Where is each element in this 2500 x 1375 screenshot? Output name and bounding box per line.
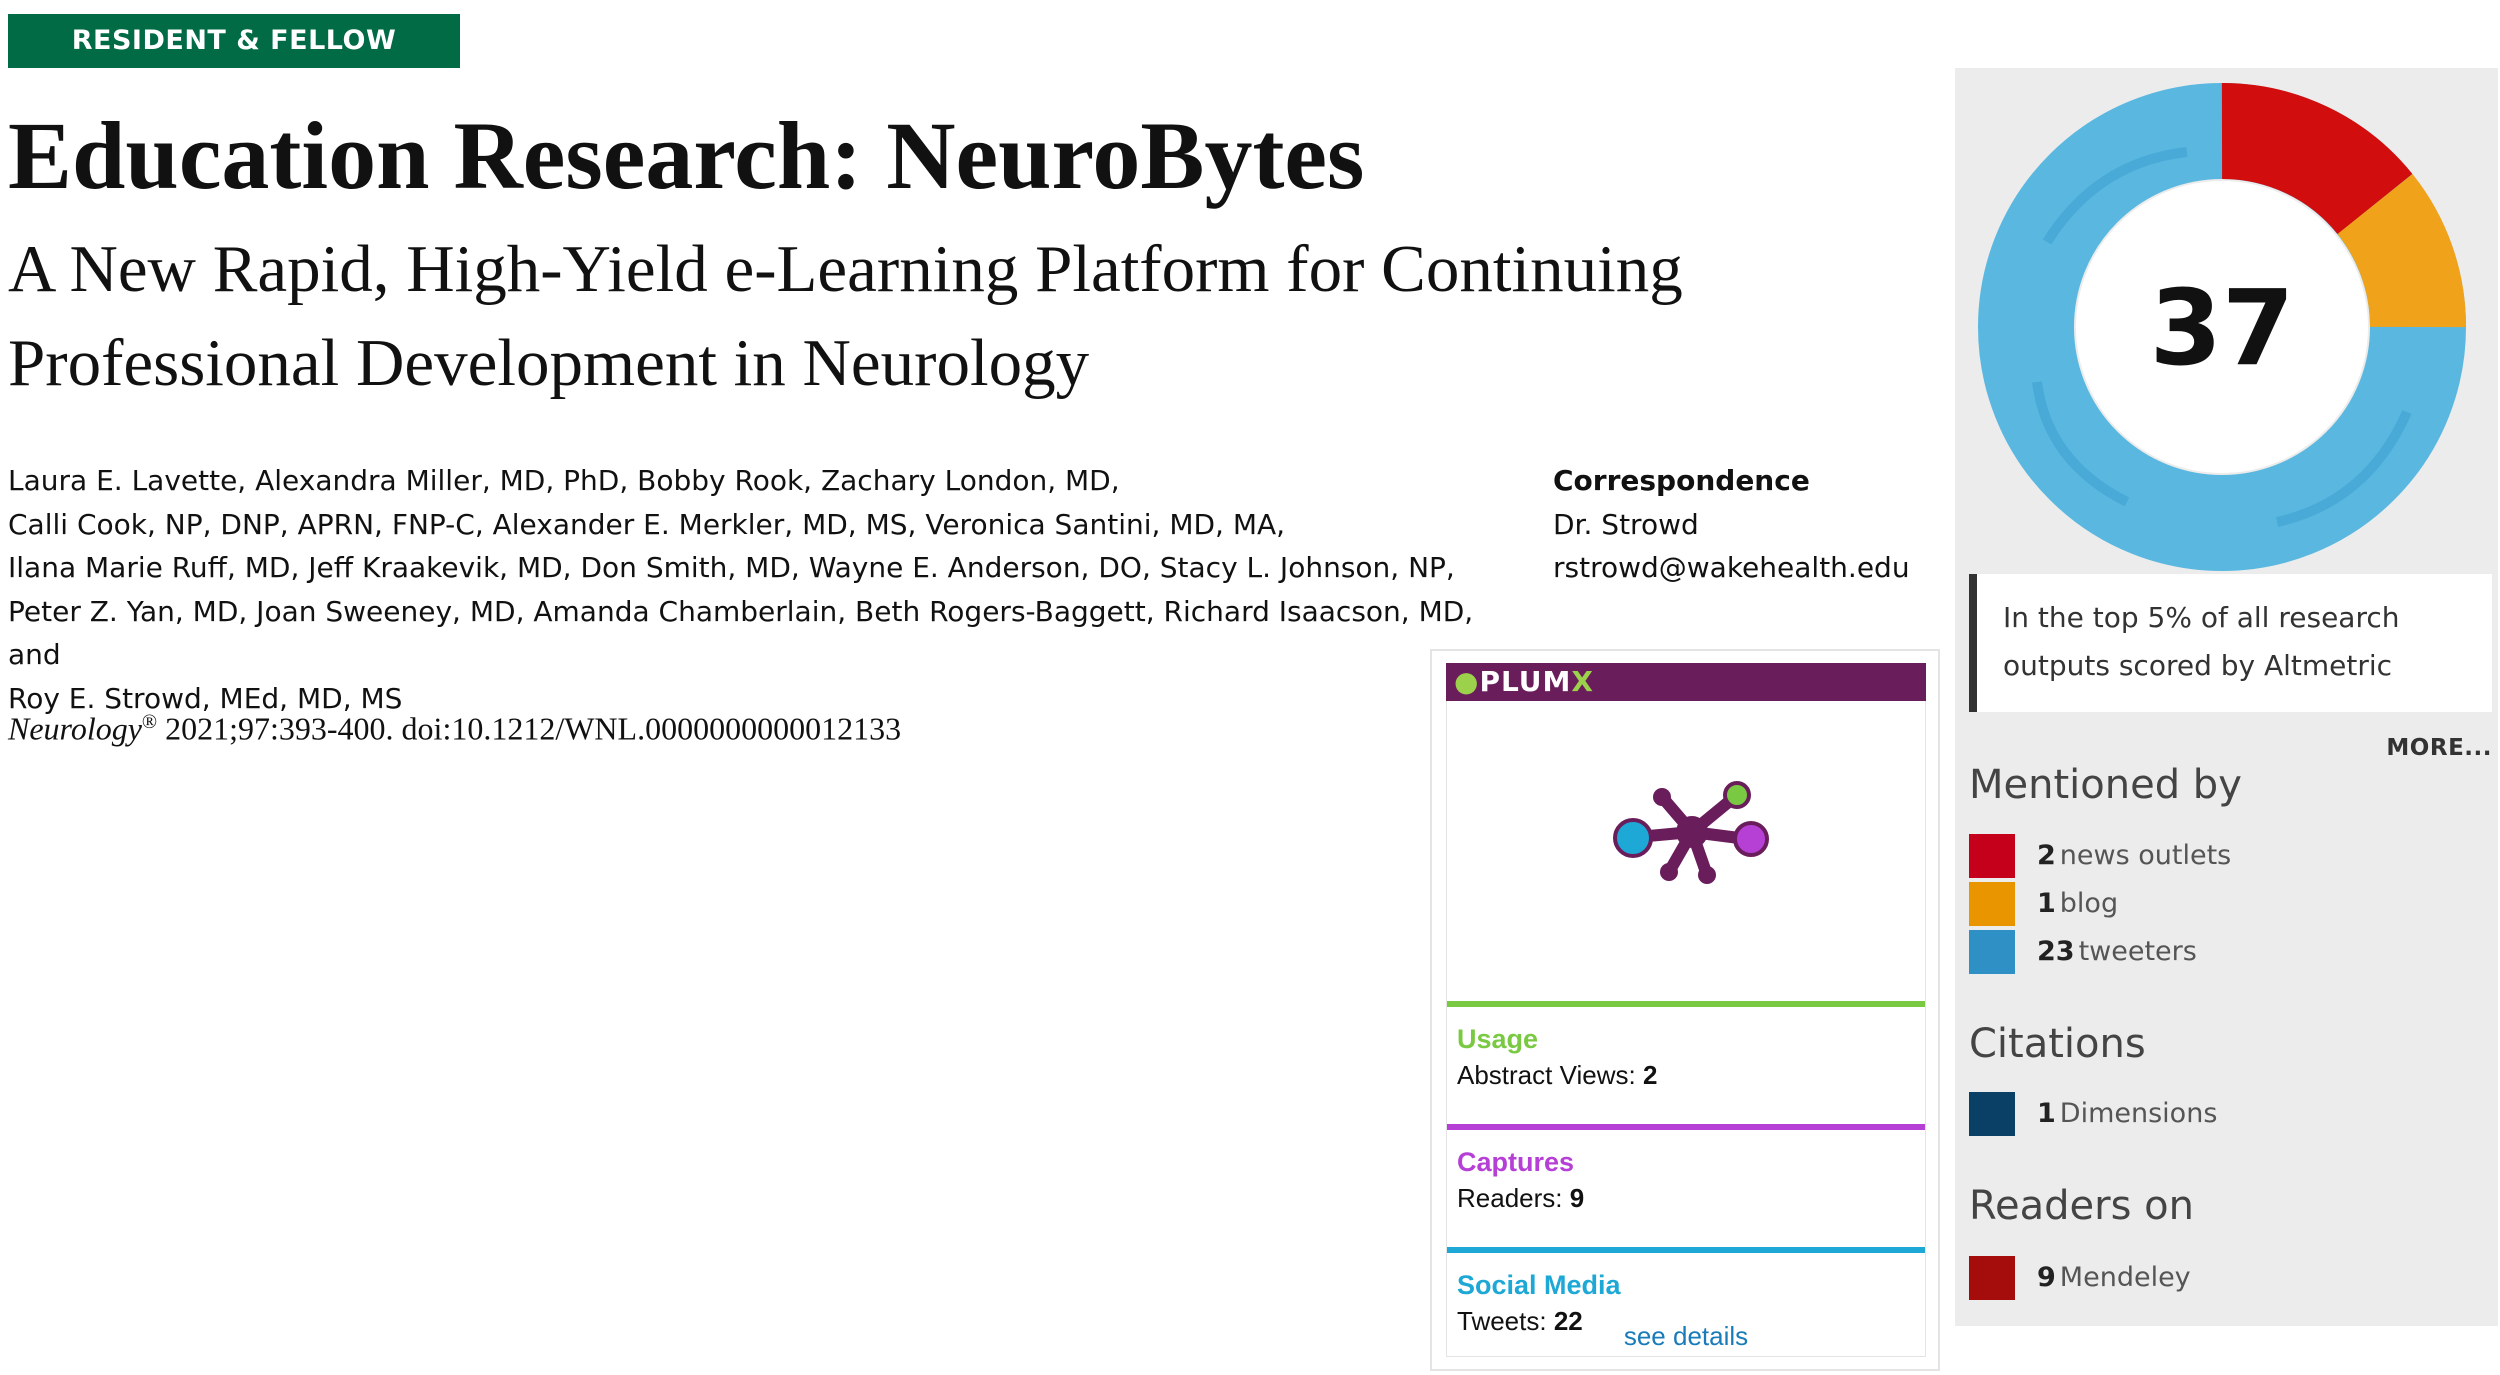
plumx-widget: [1430, 649, 1940, 1371]
citation-dimensions[interactable]: [1969, 1092, 2217, 1136]
citation: [8, 700, 901, 751]
rank-text-line: outputs scored by Altmetric: [2003, 649, 2393, 682]
dimensions-swatch: [1969, 1092, 2015, 1136]
captures-value: 9: [1569, 1183, 1585, 1213]
citations-heading: Citations: [1969, 1021, 2146, 1067]
altmetric-score: 37: [2149, 267, 2295, 389]
usage-label: Abstract Views:: [1457, 1060, 1643, 1090]
usage-line: [1457, 1059, 1925, 1091]
article-subtitle: A New Rapid, High-Yield e-Learning Platform for Continuing Professional Development in Neurology: [8, 232, 1683, 400]
registered-mark: ®: [141, 711, 158, 733]
correspondence-email[interactable]: rstrowd@wakehealth.edu: [1553, 551, 1910, 584]
see-details-link[interactable]: see details: [1623, 1321, 1749, 1351]
readers-heading: Readers on: [1969, 1183, 2194, 1229]
article-title: Education Research: NeuroBytes: [8, 102, 1365, 209]
altmetric-rank-box: [1969, 574, 2492, 712]
social-bar: [1447, 1247, 1925, 1253]
plumx-header: [1446, 663, 1926, 701]
social-label: Tweets:: [1457, 1306, 1554, 1336]
plumx-logo-x: X: [1571, 665, 1594, 698]
altmetric-panel: [1955, 68, 2498, 1326]
mention-tweeters[interactable]: [1969, 930, 2197, 974]
plumx-logo: [1454, 665, 1594, 699]
readers-mendeley[interactable]: [1969, 1256, 2191, 1300]
usage-bar: [1447, 1001, 1925, 1007]
mendeley-label: Mendeley: [2059, 1262, 2191, 1293]
blog-count: 1: [2037, 888, 2056, 919]
dimensions-count: 1: [2037, 1098, 2056, 1129]
mention-news[interactable]: [1969, 834, 2231, 878]
rank-text-line: In the top 5% of all research: [2003, 601, 2400, 634]
captures-label: Readers:: [1457, 1183, 1570, 1213]
plumx-body: [1446, 701, 1926, 1357]
plumx-logo-main: PLUM: [1479, 665, 1572, 698]
plumx-usage: [1447, 1001, 1925, 1091]
social-title: Social Media: [1457, 1270, 1621, 1300]
plumx-print-icon[interactable]: [1607, 767, 1777, 897]
section-badge: RESIDENT & FELLOW SECTION: [8, 14, 460, 68]
plum-icon: ●: [1454, 665, 1480, 698]
author-line: Laura E. Lavette, Alexandra Miller, MD, PhD, Bobby Rook, Zachary London, MD,: [8, 464, 1120, 497]
captures-bar: [1447, 1124, 1925, 1130]
correspondence-name: Dr. Strowd: [1553, 507, 1699, 541]
dimensions-label: Dimensions: [2059, 1098, 2218, 1129]
author-line: Roy E. Strowd, MEd, MD, MS: [8, 681, 403, 715]
tweeters-count: 23: [2037, 936, 2075, 967]
mendeley-swatch: [1969, 1256, 2015, 1300]
usage-value: 2: [1642, 1060, 1658, 1090]
news-swatch: [1969, 834, 2015, 878]
tweeters-label: tweeters: [2078, 936, 2197, 967]
mention-blog[interactable]: [1969, 882, 2118, 926]
tweeters-swatch: [1969, 930, 2015, 974]
blog-swatch: [1969, 882, 2015, 926]
mentioned-by-heading: Mentioned by: [1969, 762, 2242, 808]
captures-line: [1457, 1182, 1925, 1214]
author-line: Peter Z. Yan, MD, Joan Sweeney, MD, Amanda Chamberlain, Beth Rogers-Baggett, Richard Isaacson, MD, and: [8, 594, 1474, 671]
author-list: [8, 459, 1488, 720]
captures-title: Captures: [1457, 1147, 1575, 1177]
journal-name: Neurology: [8, 710, 142, 747]
usage-title: Usage: [1457, 1024, 1539, 1054]
altmetric-donut[interactable]: [1977, 82, 2467, 572]
news-count: 2: [2037, 840, 2056, 871]
citation-details: 2021;97:393-400. doi:10.1212/WNL.0000000000012133: [157, 710, 902, 747]
correspondence-label: Correspondence: [1553, 464, 1810, 497]
author-line: Ilana Marie Ruff, MD, Jeff Kraakevik, MD, Don Smith, MD, Wayne E. Anderson, DO, Stacy L. Johnson, NP,: [8, 551, 1455, 584]
news-label: news outlets: [2059, 840, 2232, 871]
author-line: Calli Cook, NP, DNP, APRN, FNP-C, Alexander E. Merkler, MD, MS, Veronica Santini, MD, MA,: [8, 507, 1286, 541]
social-value: 22: [1553, 1306, 1583, 1336]
plumx-captures: [1447, 1124, 1925, 1214]
blog-label: blog: [2059, 888, 2119, 919]
correspondence-block: [1553, 459, 1910, 590]
more-link[interactable]: MORE...: [2386, 735, 2492, 761]
mendeley-count: 9: [2037, 1262, 2056, 1293]
